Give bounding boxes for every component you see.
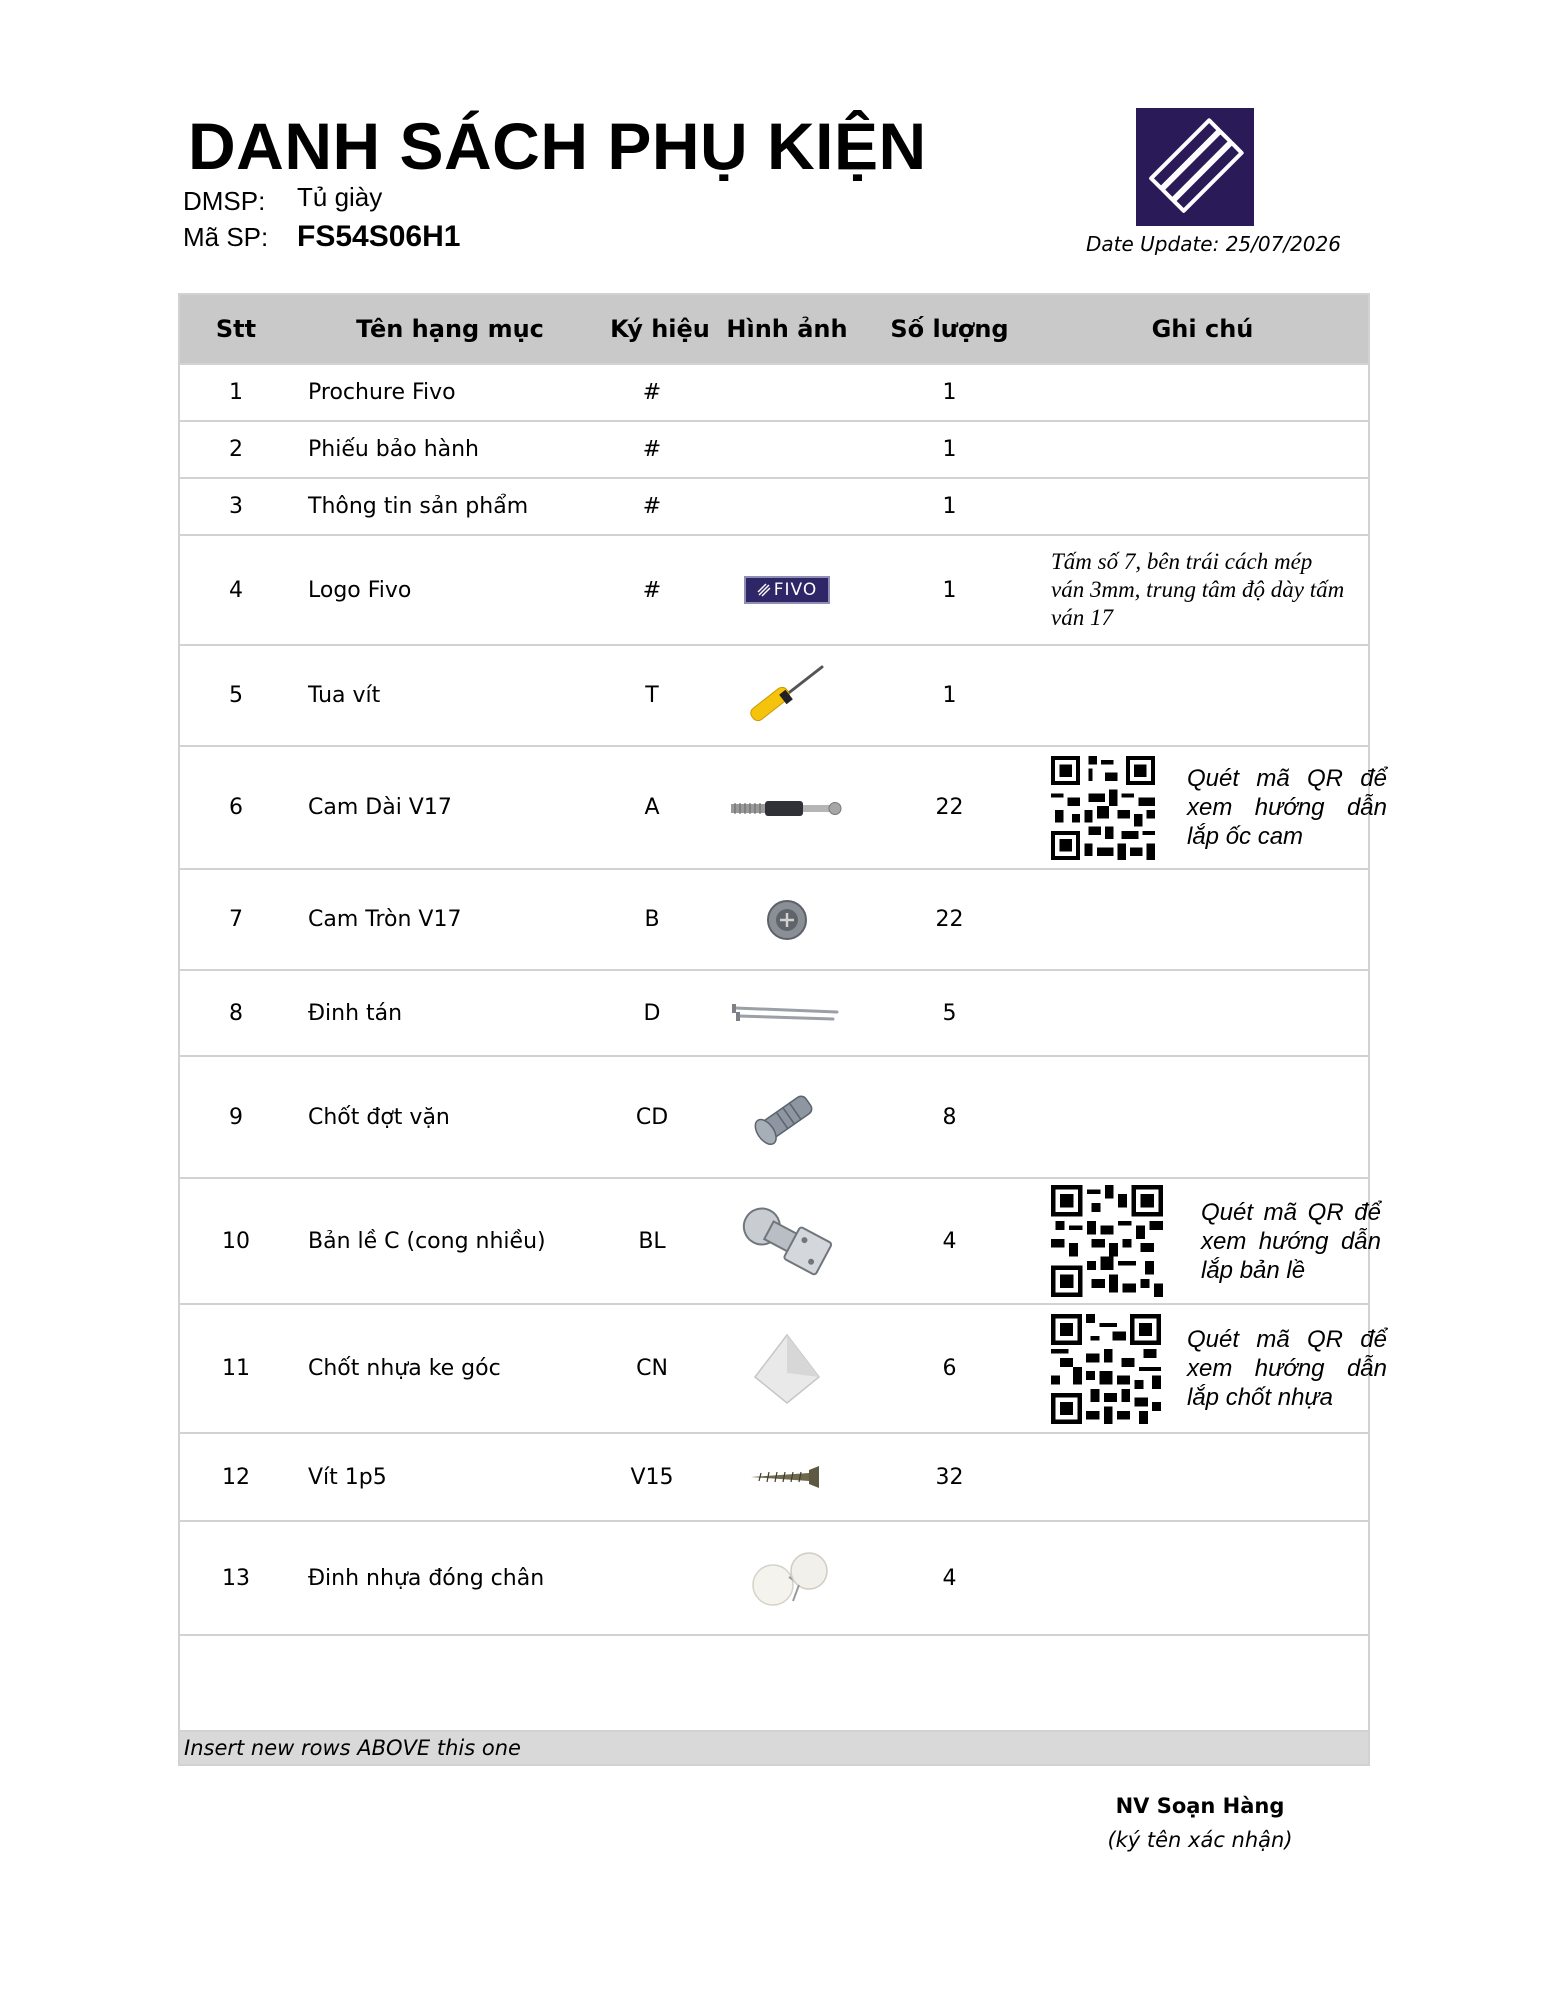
row-image	[712, 661, 862, 731]
nails-icon	[729, 998, 845, 1028]
row-note	[1037, 1314, 1387, 1424]
signature-subtitle: (ký tên xác nhận)	[1107, 1828, 1293, 1852]
row-stt: 8	[229, 1000, 243, 1026]
table-row	[180, 745, 1387, 868]
row-qty: 4	[942, 1565, 957, 1591]
table-header	[180, 295, 1368, 363]
signature-title: NV Soạn Hàng	[1115, 1794, 1285, 1818]
row-qty: 32	[935, 1464, 964, 1490]
product-code-value: FS54S06H1	[297, 220, 461, 253]
row-image	[712, 1081, 862, 1153]
dmsp-label: DMSP:	[183, 186, 266, 216]
row-symbol: A	[644, 795, 660, 820]
row-qty: 22	[935, 795, 964, 820]
row-image	[712, 1547, 862, 1609]
hinge-icon	[732, 1200, 842, 1282]
row-symbol: #	[642, 577, 662, 603]
row-name: Tua vít	[308, 683, 381, 708]
row-name: Chốt đợt vặn	[308, 1104, 450, 1130]
plastic-corner-block-icon	[749, 1329, 825, 1409]
row-name: Phiếu bảo hành	[308, 437, 480, 462]
row-name: Chốt nhựa ke góc	[308, 1356, 501, 1381]
table-row	[180, 1055, 1368, 1177]
row-stt: 7	[229, 907, 243, 932]
col-symbol: Ký hiệu	[610, 315, 710, 343]
row-stt: 3	[229, 494, 243, 519]
row-name: Logo Fivo	[308, 577, 412, 603]
row-symbol: T	[645, 683, 659, 708]
col-qty: Số lượng	[890, 315, 1009, 343]
row-name: Đinh tán	[308, 1000, 403, 1026]
row-symbol: #	[642, 437, 662, 462]
col-note: Ghi chú	[1151, 315, 1254, 343]
date-update: Date Update: 25/07/2026	[1086, 232, 1341, 256]
row-name: Cam Tròn V17	[308, 907, 462, 932]
table-row	[180, 868, 1368, 969]
table-row	[180, 534, 1368, 644]
row-symbol: BL	[638, 1228, 666, 1254]
row-stt: 6	[229, 795, 243, 820]
row-note-text: Tấm số 7, bên trái cách mép ván 3mm, trung tâm độ dày tấm ván 17	[1051, 549, 1345, 630]
row-note	[1037, 756, 1387, 860]
row-qty: 1	[942, 380, 957, 405]
accessory-table	[178, 293, 1387, 1766]
qr-code-icon	[1051, 1314, 1161, 1424]
row-image	[712, 1329, 862, 1409]
row-stt: 13	[222, 1565, 250, 1591]
row-qty: 1	[942, 683, 957, 708]
row-name: Thông tin sản phẩm	[308, 494, 529, 519]
row-note	[1037, 548, 1368, 632]
row-note-text: Quét mã QR để xem hướng dẫn lắp ốc cam	[1187, 765, 1387, 850]
table-row	[180, 1303, 1387, 1432]
row-name: Cam Dài V17	[308, 795, 452, 820]
table-row	[180, 1432, 1368, 1520]
table-row	[180, 969, 1368, 1055]
row-name: Vít 1p5	[308, 1464, 387, 1490]
col-stt: Stt	[215, 315, 257, 343]
plastic-foot-nail-icon	[737, 1547, 837, 1609]
twist-dowel-icon	[747, 1081, 827, 1153]
row-stt: 9	[229, 1104, 243, 1130]
row-symbol: #	[642, 494, 662, 519]
table-row	[180, 1520, 1368, 1634]
row-qty: 1	[942, 494, 957, 519]
screwdriver-icon	[742, 661, 832, 731]
row-image	[712, 1464, 862, 1490]
table-row-empty	[180, 1634, 1368, 1730]
row-image	[712, 895, 862, 945]
screw-icon	[747, 1464, 827, 1490]
table-row	[180, 363, 1368, 420]
row-stt: 11	[222, 1356, 250, 1381]
dmsp-value: Tủ giày	[297, 182, 383, 212]
row-qty: 8	[942, 1104, 957, 1130]
row-name: Đinh nhựa đóng chân	[308, 1565, 545, 1591]
row-name: Bản lề C (cong nhiều)	[308, 1228, 546, 1254]
row-stt: 5	[229, 683, 243, 708]
row-qty: 4	[942, 1228, 957, 1254]
row-image	[712, 998, 862, 1028]
row-stt: 2	[229, 437, 243, 462]
row-note	[1037, 1185, 1381, 1297]
long-cam-bolt-icon	[729, 793, 845, 823]
fivo-stripes-logo-icon	[1136, 108, 1254, 226]
row-symbol: CD	[635, 1104, 669, 1130]
col-image: Hình ảnh	[726, 315, 848, 343]
row-qty: 1	[942, 437, 957, 462]
table-row	[180, 1177, 1381, 1303]
row-qty: 22	[935, 907, 964, 932]
page-title: DANH SÁCH PHỤ KIỆN	[188, 109, 927, 183]
qr-code-icon	[1051, 1185, 1163, 1297]
row-symbol: B	[644, 907, 660, 932]
row-symbol: CN	[636, 1356, 668, 1381]
row-image	[712, 1200, 862, 1282]
row-name: Prochure Fivo	[308, 380, 456, 405]
row-symbol: V15	[630, 1464, 674, 1490]
row-stt: 4	[229, 577, 243, 603]
row-stt: 10	[222, 1228, 250, 1254]
row-qty: 6	[942, 1356, 957, 1381]
col-name: Tên hạng mục	[356, 315, 544, 343]
round-cam-lock-icon	[762, 895, 812, 945]
fivo-badge-text: FIVO	[773, 580, 818, 600]
fivo-logo-badge-icon	[744, 576, 830, 604]
row-note-text: Quét mã QR để xem hướng dẫn lắp bản lề	[1201, 1198, 1381, 1284]
row-qty: 5	[942, 1000, 957, 1026]
row-symbol: D	[643, 1000, 661, 1026]
table-row	[180, 420, 1368, 477]
row-stt: 12	[222, 1464, 250, 1490]
row-qty: 1	[942, 577, 957, 603]
row-note-text: Quét mã QR để xem hướng dẫn lắp chốt nhựa	[1187, 1326, 1387, 1411]
row-image	[712, 793, 862, 823]
qr-code-icon	[1051, 756, 1155, 860]
table-footer-note: Insert new rows ABOVE this one	[180, 1730, 1368, 1764]
table-row	[180, 477, 1368, 534]
row-image	[712, 576, 862, 604]
row-stt: 1	[229, 380, 243, 405]
row-symbol: #	[642, 380, 662, 405]
product-code-label: Mã SP:	[183, 222, 269, 252]
table-row	[180, 644, 1368, 745]
